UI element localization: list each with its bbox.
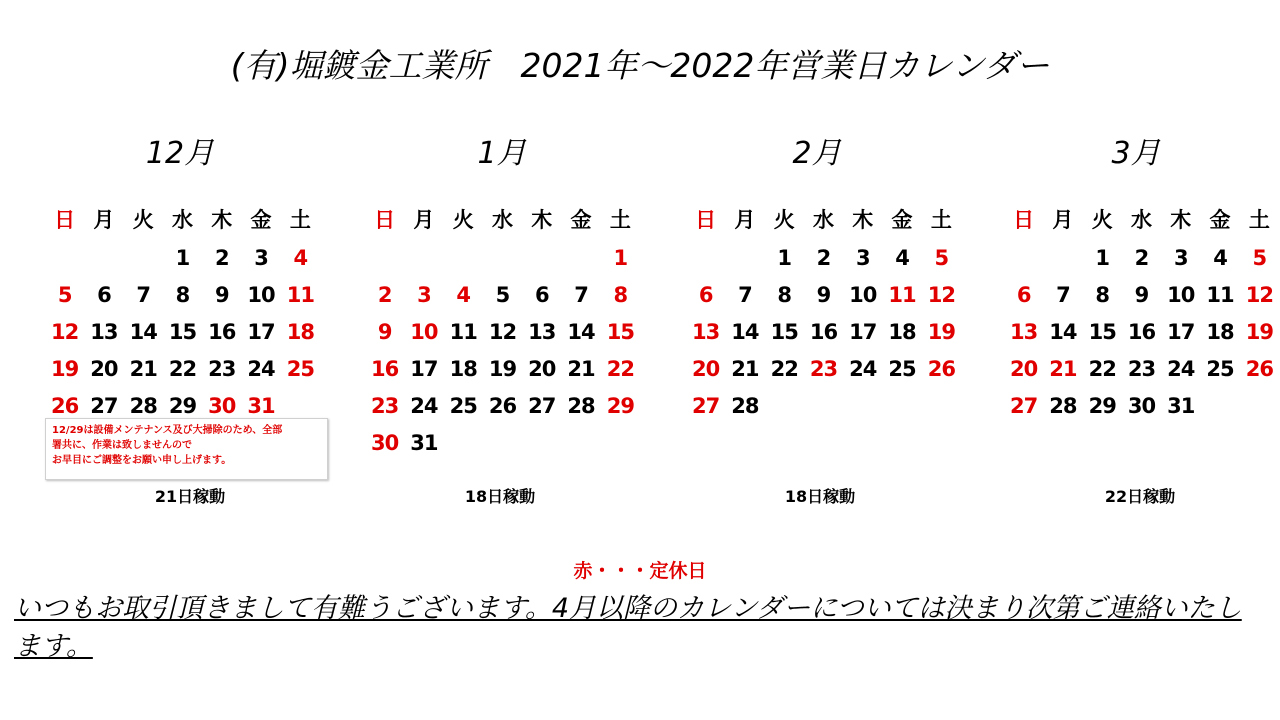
day-cell: 29 [1088,393,1116,418]
weekday-header: 水 [171,208,193,232]
day-cell: 17 [1167,319,1195,344]
day-cell: 24 [410,393,438,418]
weekday-header: 火 [1091,208,1113,232]
note-line: お早目にご調整をお願い申し上げます。 [52,455,232,466]
day-cell: 9 [214,282,229,307]
day-cell: 2 [377,282,392,307]
week-row [686,313,961,350]
weekday-header: 水 [1130,208,1152,232]
day-cell: 11 [888,282,916,307]
day-cell: 20 [1010,356,1038,381]
week-row [365,313,640,350]
day-cell: 22 [606,356,634,381]
day-cell: 27 [692,393,720,418]
day-cell: 28 [1049,393,1077,418]
day-cell: 15 [770,319,798,344]
day-cell: 2 [214,245,229,270]
day-cell: 6 [534,282,549,307]
empty-cell [601,424,640,461]
weekday-header: 金 [891,208,913,232]
day-cell: 5 [57,282,72,307]
day-cell: 14 [129,319,157,344]
day-cell: 15 [1088,319,1116,344]
weekday-header: 月 [1052,208,1074,232]
weekday-header: 木 [211,208,233,232]
week-row [365,424,640,461]
day-cell: 7 [574,282,588,307]
day-cell: 18 [888,319,916,344]
working-days-count: 22日稼動 [1104,487,1176,506]
day-cell: 5 [495,282,510,307]
empty-cell [404,239,443,276]
empty-cell [882,387,921,424]
day-cell: 1 [777,245,792,270]
empty-cell [1004,239,1043,276]
day-cell: 4 [1213,245,1227,270]
weekday-header: 日 [374,208,396,232]
day-cell: 10 [247,282,275,307]
empty-cell [483,424,522,461]
week-row [45,239,320,276]
day-cell: 7 [136,282,151,307]
day-cell: 1 [613,245,628,270]
calendar-grid [45,199,320,424]
legend-closed-days: 赤・・・定休日 [573,560,707,582]
working-days-count: 18日稼動 [464,487,536,506]
month-label: 3月 [1111,136,1161,171]
weekday-header: 土 [1248,208,1270,232]
day-cell: 30 [208,393,236,418]
month-calendar [1004,199,1279,424]
day-cell: 23 [371,393,399,418]
weekday-header: 火 [773,208,795,232]
day-cell: 11 [449,319,477,344]
weekday-header: 月 [93,208,115,232]
day-cell: 16 [809,319,838,344]
day-cell: 21 [129,356,157,381]
empty-cell [483,239,522,276]
day-cell: 23 [809,356,838,381]
week-row [686,387,961,424]
day-cell: 19 [488,356,517,381]
empty-cell [922,387,961,424]
day-cell: 8 [777,282,792,307]
weekday-header: 金 [570,208,592,232]
day-cell: 15 [168,319,197,344]
empty-cell [686,239,725,276]
day-cell: 13 [528,319,556,344]
day-cell: 17 [410,356,438,381]
day-cell: 18 [286,319,314,344]
day-cell: 30 [371,430,399,455]
month-label: 1月 [477,136,527,171]
day-cell: 4 [895,245,909,270]
day-cell: 25 [449,393,477,418]
empty-cell [804,387,843,424]
weekday-header: 日 [54,208,76,232]
day-cell: 21 [1049,356,1077,381]
weekday-header: 木 [531,208,553,232]
day-cell: 6 [1016,282,1031,307]
day-cell: 8 [175,282,190,307]
day-cell: 3 [417,282,431,307]
day-cell: 27 [1010,393,1038,418]
day-cell: 28 [731,393,759,418]
weekday-header-row [686,199,961,239]
day-cell: 22 [770,356,798,381]
week-row [686,239,961,276]
month-calendar [686,199,961,424]
weekday-header-row [45,199,320,239]
day-cell: 29 [606,393,634,418]
empty-cell [522,239,561,276]
notice-message: いつもお取引頂きまして有難うございます。4月以降のカレンダーについては決まり次第ご連絡いたします。 [14,593,1242,662]
day-cell: 21 [731,356,759,381]
weekday-header: 土 [930,208,952,232]
empty-cell [522,424,561,461]
empty-cell [843,387,882,424]
day-cell: 3 [855,245,870,270]
empty-cell [1240,387,1279,424]
day-cell: 3 [254,245,268,270]
day-cell: 22 [1088,356,1116,381]
day-cell: 20 [528,356,556,381]
day-cell: 3 [1173,245,1188,270]
empty-cell [1043,239,1082,276]
day-cell: 14 [731,319,759,344]
weekday-header: 木 [1170,208,1192,232]
day-cell: 16 [208,319,236,344]
day-cell: 24 [247,356,275,381]
day-cell: 12 [488,319,517,344]
day-cell: 9 [377,319,392,344]
day-cell: 23 [208,356,236,381]
day-cell: 1 [175,245,190,270]
calendar-grid [686,199,961,424]
empty-cell [561,239,600,276]
empty-cell [84,239,123,276]
month-calendar [45,199,320,424]
day-cell: 14 [567,319,595,344]
day-cell: 24 [1167,356,1195,381]
day-cell: 26 [51,393,79,418]
month-label: 12月 [145,136,215,171]
day-cell: 29 [168,393,197,418]
day-cell: 6 [698,282,713,307]
week-row [1004,276,1279,313]
day-cell: 4 [293,245,308,270]
week-row [1004,350,1279,387]
day-cell: 2 [1134,245,1149,270]
month-label: 2月 [792,136,842,171]
day-cell: 1 [1095,245,1110,270]
day-cell: 16 [1127,319,1156,344]
day-cell: 30 [1127,393,1156,418]
day-cell: 2 [816,245,831,270]
day-cell: 7 [1056,282,1070,307]
day-cell: 13 [1010,319,1038,344]
week-row [1004,239,1279,276]
day-cell: 21 [567,356,595,381]
working-days-count: 21日稼動 [154,487,226,506]
week-row [45,350,320,387]
weekday-header: 土 [289,208,311,232]
calendar-grid [365,199,640,461]
day-cell: 19 [927,319,955,344]
day-cell: 23 [1127,356,1156,381]
day-cell: 25 [888,356,916,381]
day-cell: 10 [410,319,438,344]
weekday-header: 土 [609,208,631,232]
day-cell: 25 [286,356,314,381]
day-cell: 12 [927,282,955,307]
note-line: 署共に、作業は致しませんので [52,440,192,451]
day-cell: 27 [90,393,118,418]
weekday-header: 木 [852,208,874,232]
day-cell: 9 [1134,282,1149,307]
day-cell: 6 [97,282,111,307]
empty-cell [444,239,483,276]
weekday-header: 水 [812,208,834,232]
day-cell: 18 [1206,319,1234,344]
weekday-header: 金 [250,208,272,232]
weekday-header: 水 [491,208,513,232]
day-cell: 8 [1095,282,1110,307]
day-cell: 9 [816,282,831,307]
day-cell: 16 [371,356,399,381]
day-cell: 31 [410,430,438,455]
day-cell: 31 [247,393,275,418]
page-title: (有)堀鍍金工業所 2021年～2022年営業日カレンダー [230,46,1050,85]
empty-cell [124,239,163,276]
day-cell: 11 [286,282,314,307]
day-cell: 20 [692,356,720,381]
day-cell: 25 [1206,356,1234,381]
day-cell: 17 [849,319,877,344]
day-cell: 26 [488,393,517,418]
week-row [686,350,961,387]
weekday-header-row [1004,199,1279,239]
day-cell: 11 [1206,282,1234,307]
day-cell: 5 [934,245,949,270]
weekday-header-row [365,199,640,239]
day-cell: 13 [90,319,118,344]
note-line: 12/29は設備メンテナンス及び大掃除のため、全部 [52,425,283,436]
day-cell: 7 [738,282,752,307]
working-days-count: 18日稼動 [784,487,856,506]
empty-cell [561,424,600,461]
day-cell: 27 [528,393,556,418]
day-cell: 12 [1245,282,1273,307]
day-cell: 10 [849,282,877,307]
day-cell: 5 [1252,245,1267,270]
week-row [365,276,640,313]
day-cell: 17 [247,319,275,344]
empty-cell [1200,387,1239,424]
day-cell: 12 [51,319,79,344]
maintenance-note [45,418,328,480]
week-row [1004,387,1279,424]
day-cell: 24 [849,356,877,381]
day-cell: 10 [1167,282,1195,307]
month-calendar [365,199,640,461]
empty-cell [725,239,764,276]
day-cell: 14 [1049,319,1077,344]
week-row [45,313,320,350]
week-row [686,276,961,313]
week-row [365,350,640,387]
day-cell: 28 [129,393,157,418]
day-cell: 31 [1167,393,1195,418]
week-row [365,387,640,424]
empty-cell [765,387,804,424]
day-cell: 4 [456,282,471,307]
week-row [365,239,640,276]
day-cell: 19 [1245,319,1273,344]
day-cell: 26 [927,356,955,381]
empty-cell [444,424,483,461]
weekday-header: 日 [1013,208,1035,232]
day-cell: 20 [90,356,118,381]
week-row [1004,313,1279,350]
weekday-header: 月 [734,208,756,232]
weekday-header: 金 [1209,208,1231,232]
weekday-header: 火 [132,208,154,232]
empty-cell [365,239,404,276]
day-cell: 26 [1245,356,1273,381]
weekday-header: 火 [452,208,474,232]
empty-cell [45,239,84,276]
weekday-header: 日 [695,208,717,232]
weekday-header: 月 [413,208,435,232]
day-cell: 8 [613,282,628,307]
day-cell: 15 [606,319,634,344]
day-cell: 18 [449,356,477,381]
day-cell: 13 [692,319,720,344]
week-row [45,276,320,313]
day-cell: 22 [168,356,197,381]
day-cell: 19 [51,356,79,381]
day-cell: 28 [567,393,595,418]
calendar-grid [1004,199,1279,424]
